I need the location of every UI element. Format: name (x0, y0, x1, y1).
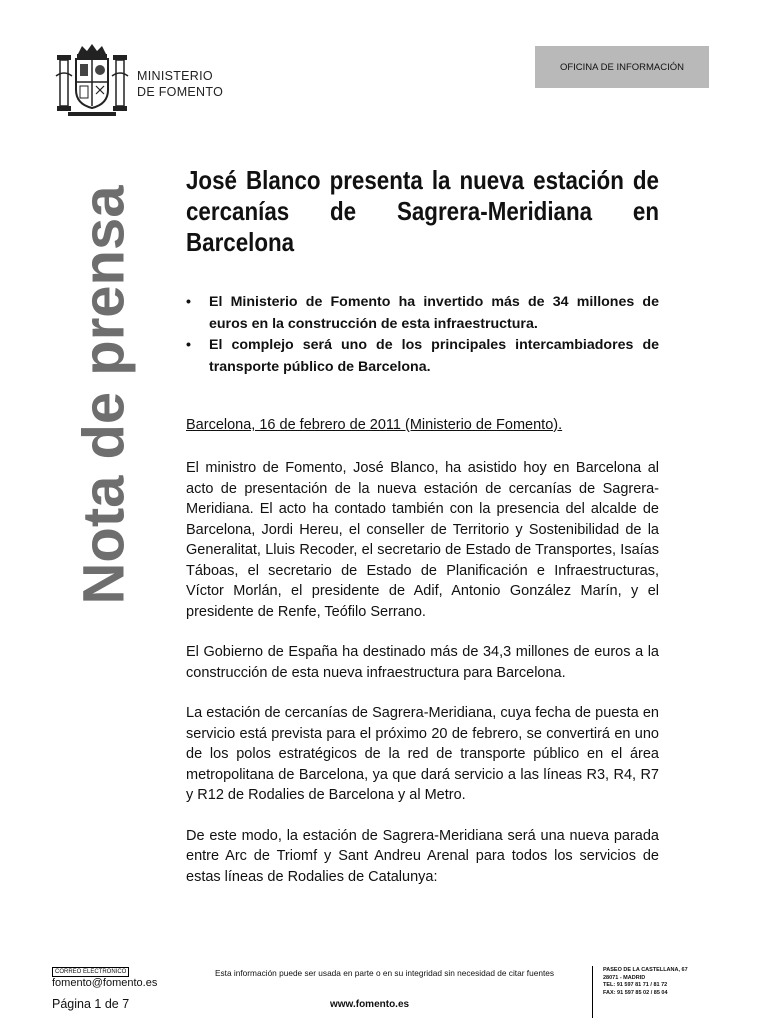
paragraph: De este modo, la estación de Sagrera-Meridiana será una nueva parada entre Arc de Triomf y Sant Andreu Arenal para todos los servicios de estas líneas de Rodalies de Catalunya: (186, 827, 659, 885)
paragraph: El Gobierno de España ha destinado más de 34,3 millones de euros a la construcción de esta nueva infraestructura para Barcelona. (186, 644, 659, 681)
address-street: PASEO DE LA CASTELLANA, 67 (603, 967, 688, 973)
highlight-item: • El Ministerio de Fomento ha invertido más de 34 millones de euros en la construcción de esta infraestructura. (186, 292, 659, 335)
paragraph: El ministro de Fomento, José Blanco, ha asistido hoy en Barcelona al acto de presentación de la nueva estación de cercanías de Sagrera-Meridiana. El acto ha contado también con la presencia del alcalde de Barcelona, Jordi Hereu, el conseller de Territorio y Sostenibilidad de la Generalitat, Lluis Recoder, el secretario de Estado de Transportes, Isaías Táboas, el secretario de Estado de Planificación e Infraestructuras, Víctor Morlán, el presidente de Adif, Antonio González Marín, y el presidente de Renfe, Teófilo Serrano. (186, 460, 659, 620)
office-label: OFICINA DE INFORMACIÓN (535, 46, 709, 88)
email-label: CORREO ELECTRÓNICO (52, 967, 129, 977)
headline: José Blanco presenta la nueva estación de cercanías de Sagrera-Meridiana en Barcelona (186, 165, 659, 257)
press-release-vertical-title (64, 185, 144, 605)
ministry-line-2: DE FOMENTO (137, 85, 224, 99)
vertical-title-text: Nota de prensa (71, 185, 137, 605)
ministry-name (137, 68, 223, 100)
footer-divider (592, 966, 593, 1018)
address-fax: FAX: 91 597 85 02 / 85 04 (603, 989, 668, 996)
page-indicator: Página 1 de 7 (52, 997, 130, 1011)
website-url: www.fomento.es (330, 999, 410, 1010)
press-release-body (186, 165, 659, 885)
body-text (186, 458, 659, 907)
address-tel: TEL: 91 597 81 71 / 81 72 (603, 982, 668, 988)
footer-disclaimer: Esta información puede ser usada en parte o en su integridad sin necesidad de citar fuentes (215, 968, 555, 978)
address-city: 28071 - MADRID (603, 974, 646, 981)
paragraph: La estación de cercanías de Sagrera-Meridiana, cuya fecha de puesta en servicio está prevista para el próximo 20 de febrero, se convertirá en uno de los polos estratégicos de la red de transporte público en el área metropolitana de Barcelona, ya que dará servicio a las líneas R3, R4, R7 y R12 de Rodalies de Barcelona y al Metro. (186, 705, 659, 803)
highlights-list (186, 292, 659, 378)
postal-address (603, 967, 688, 997)
highlight-item: • El complejo será uno de los principales intercambiadores de transporte público de Barcelona. (186, 335, 659, 378)
coat-of-arms-logo (54, 42, 130, 122)
dateline: Barcelona, 16 de febrero de 2011 (Ministerio de Fomento). (186, 417, 563, 433)
email-address: fomento@fomento.es (52, 977, 158, 989)
ministry-line-1: MINISTERIO (137, 69, 213, 83)
